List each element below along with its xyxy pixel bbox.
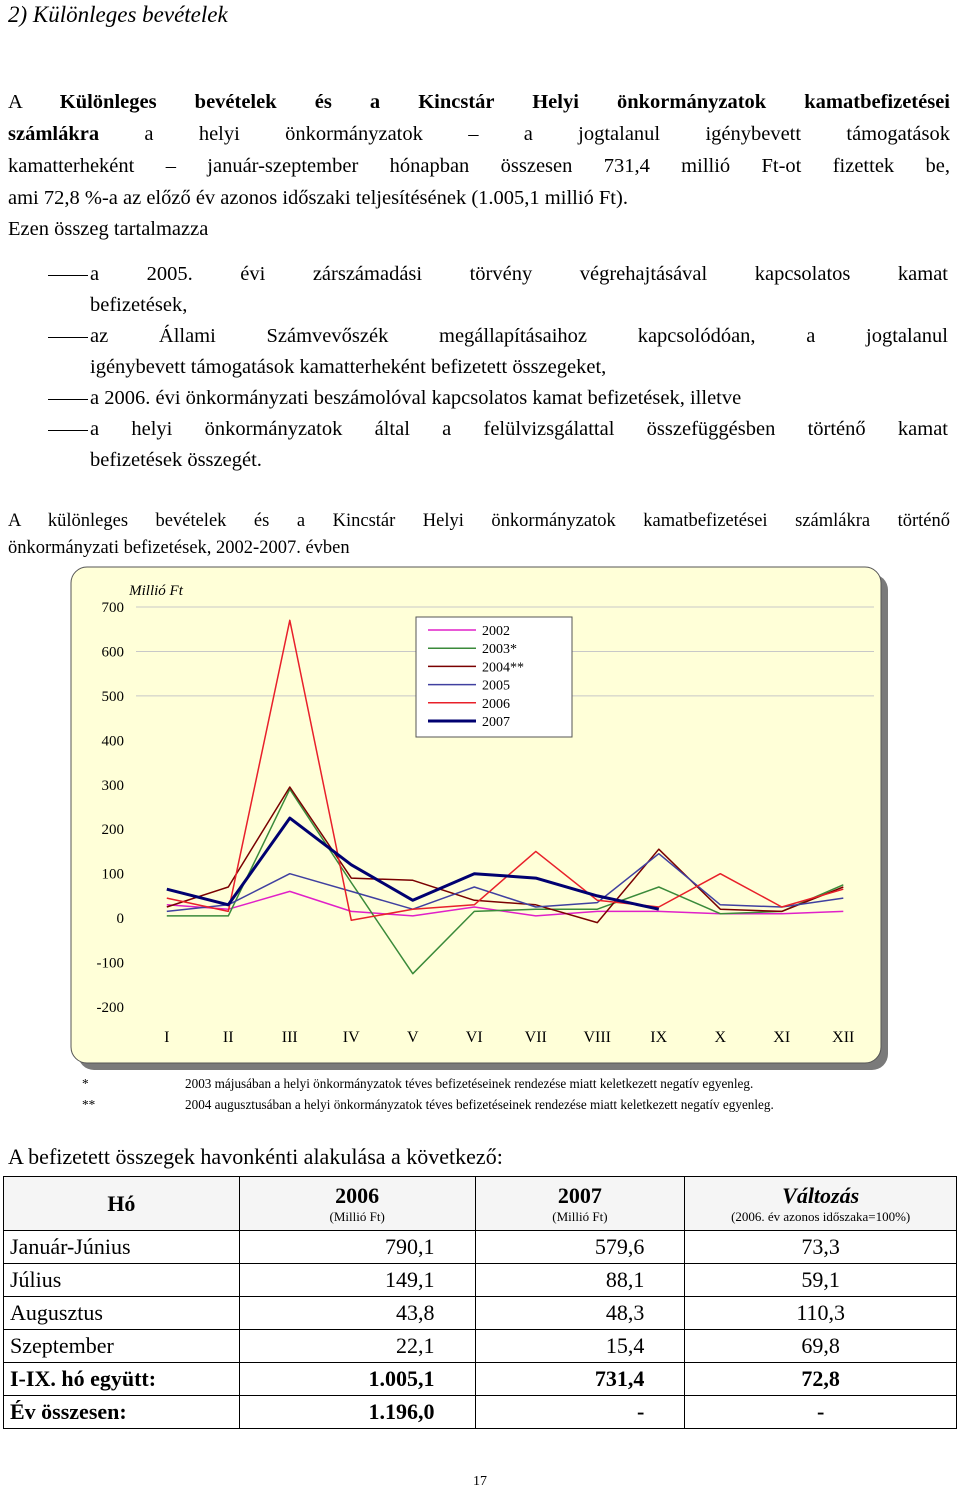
line-chart: [0, 565, 960, 1075]
row-label: Január-Június: [4, 1231, 240, 1264]
value-2006: 1.196,0: [239, 1396, 475, 1429]
x-tick-label: XII: [832, 1029, 855, 1046]
list-item-2-line-2: igénybevett támogatások kamatterheként befizetett összegeket,: [90, 356, 607, 378]
list-item-3-line-1: a 2006. évi önkormányzati beszámolóval kapcsolatos kamat befizetések, illetve: [90, 387, 742, 409]
list-item-4-line-2: befizetések összegét.: [90, 449, 262, 471]
footnote-text-1: 2003 májusában a helyi önkormányzatok téves befizetéseinek rendezése miatt keletkezett negatív egyenleg.: [185, 1076, 754, 1091]
dash-bullet: [48, 399, 88, 400]
value-2006: 790,1: [239, 1231, 475, 1264]
x-tick-label: VIII: [583, 1029, 612, 1046]
intro-line-2: számlákra a helyi önkormányzatok – a jogtalanul igénybevett támogatások: [8, 123, 950, 145]
y-tick-label: 100: [101, 866, 124, 883]
y-tick-label: -100: [96, 955, 124, 972]
row-label: Év összesen:: [4, 1396, 240, 1429]
value-2007: 15,4: [475, 1330, 685, 1363]
chart-caption-line-1: A különleges bevételek és a Kincstár Helyi önkormányzatok kamatbefizetései számlákra történő: [8, 511, 950, 531]
x-tick-label: V: [406, 1029, 419, 1046]
y-tick-label: -200: [96, 1000, 124, 1016]
list-item-1-line-1: a 2005. évi zárszámadási törvény végrehajtásával kapcsolatos kamat: [90, 263, 948, 285]
value-2006: 22,1: [239, 1330, 475, 1363]
intro-line-5: Ezen összeg tartalmazza: [8, 218, 209, 240]
y-tick-label: 200: [101, 822, 124, 839]
y-tick-label: 600: [101, 644, 124, 661]
x-tick-label: II: [222, 1029, 234, 1046]
legend-label: 2006: [482, 696, 510, 712]
y-tick-label: 300: [101, 777, 124, 794]
table-row: [4, 1396, 957, 1429]
footnote-text-2: 2004 augusztusában a helyi önkormányzatok téves befizetéseinek rendezése miatt keletkezett negatív egyenleg.: [185, 1097, 774, 1112]
x-tick-label: VI: [465, 1029, 483, 1046]
legend-label: 2002: [482, 624, 510, 639]
x-tick-label: III: [281, 1029, 298, 1046]
list-item-2-line-1: az Állami Számvevőszék megállapításaihoz kapcsolódóan, a jogtalanul: [90, 325, 948, 347]
value-2007: -: [475, 1396, 685, 1429]
row-label: Szeptember: [4, 1330, 240, 1363]
value-2006: 149,1: [239, 1264, 475, 1297]
value-change: 110,3: [685, 1297, 957, 1330]
row-label: Július: [4, 1264, 240, 1297]
legend-label: 2004**: [482, 660, 524, 676]
row-label: Augusztus: [4, 1297, 240, 1330]
value-change: 72,8: [685, 1363, 957, 1396]
value-change: -: [685, 1396, 957, 1429]
table-row: [4, 1231, 957, 1264]
monthly-table: [3, 1176, 957, 1429]
section-heading: 2) Különleges bevételek: [8, 2, 228, 27]
table-row: [4, 1264, 957, 1297]
list-item-4-line-1: a helyi önkormányzatok által a felülvizsgálattal összefüggésben történő kamat: [90, 418, 948, 440]
x-tick-label: XI: [773, 1029, 791, 1046]
footnote-mark-2: **: [82, 1097, 96, 1112]
header-change: Változás (2006. év azonos időszaka=100%): [685, 1177, 957, 1231]
dash-bullet: [48, 430, 88, 431]
y-tick-label: 700: [101, 600, 124, 616]
value-2007: 731,4: [475, 1363, 685, 1396]
page-number: 17: [473, 1474, 487, 1489]
table-row: [4, 1330, 957, 1363]
dash-bullet: [48, 337, 88, 338]
dash-bullet: [48, 275, 88, 276]
table-row: [4, 1363, 957, 1396]
value-change: 59,1: [685, 1264, 957, 1297]
table-row: [4, 1297, 957, 1330]
value-change: 69,8: [685, 1330, 957, 1363]
value-change: 73,3: [685, 1231, 957, 1264]
list-item-1-line-2: befizetések,: [90, 294, 188, 316]
chart-caption-line-2: önkormányzati befizetések, 2002-2007. évben: [8, 538, 350, 558]
value-2007: 48,3: [475, 1297, 685, 1330]
intro-line-4: ami 72,8 %-a az előző év azonos időszaki teljesítésének (1.005,1 millió Ft).: [8, 187, 628, 209]
x-tick-label: I: [164, 1029, 170, 1046]
footnote-mark-1: *: [82, 1076, 89, 1091]
header-month: Hó: [4, 1177, 240, 1231]
chart-caption: [8, 508, 950, 562]
header-2007: 2007 (Millió Ft): [475, 1177, 685, 1231]
y-axis-unit-label: Millió Ft: [129, 583, 183, 599]
legend-label: 2007: [482, 715, 510, 730]
legend: [416, 617, 572, 737]
x-tick-label: IV: [342, 1029, 360, 1046]
y-tick-label: 0: [116, 911, 124, 928]
header-2006: 2006 (Millió Ft): [239, 1177, 475, 1231]
x-tick-label: X: [714, 1029, 727, 1046]
legend-label: 2005: [482, 678, 510, 694]
value-2006: 1.005,1: [239, 1363, 475, 1396]
table-title: A befizetett összegek havonkénti alakulása a következő:: [8, 1144, 503, 1169]
intro-line-1: A Különleges bevételek és a Kincstár Helyi önkormányzatok kamatbefizetései: [8, 91, 950, 113]
value-2007: 579,6: [475, 1231, 685, 1264]
intro-line-3: kamatterheként – január-szeptember hónapban összesen 731,4 millió Ft-ot fizettek be,: [8, 155, 950, 177]
value-2007: 88,1: [475, 1264, 685, 1297]
row-label: I-IX. hó együtt:: [4, 1363, 240, 1396]
value-2006: 43,8: [239, 1297, 475, 1330]
y-tick-label: 500: [101, 688, 124, 705]
y-tick-label: 400: [101, 733, 124, 750]
legend-label: 2003*: [482, 642, 517, 658]
x-tick-label: VII: [524, 1029, 547, 1046]
x-tick-label: IX: [650, 1029, 668, 1046]
